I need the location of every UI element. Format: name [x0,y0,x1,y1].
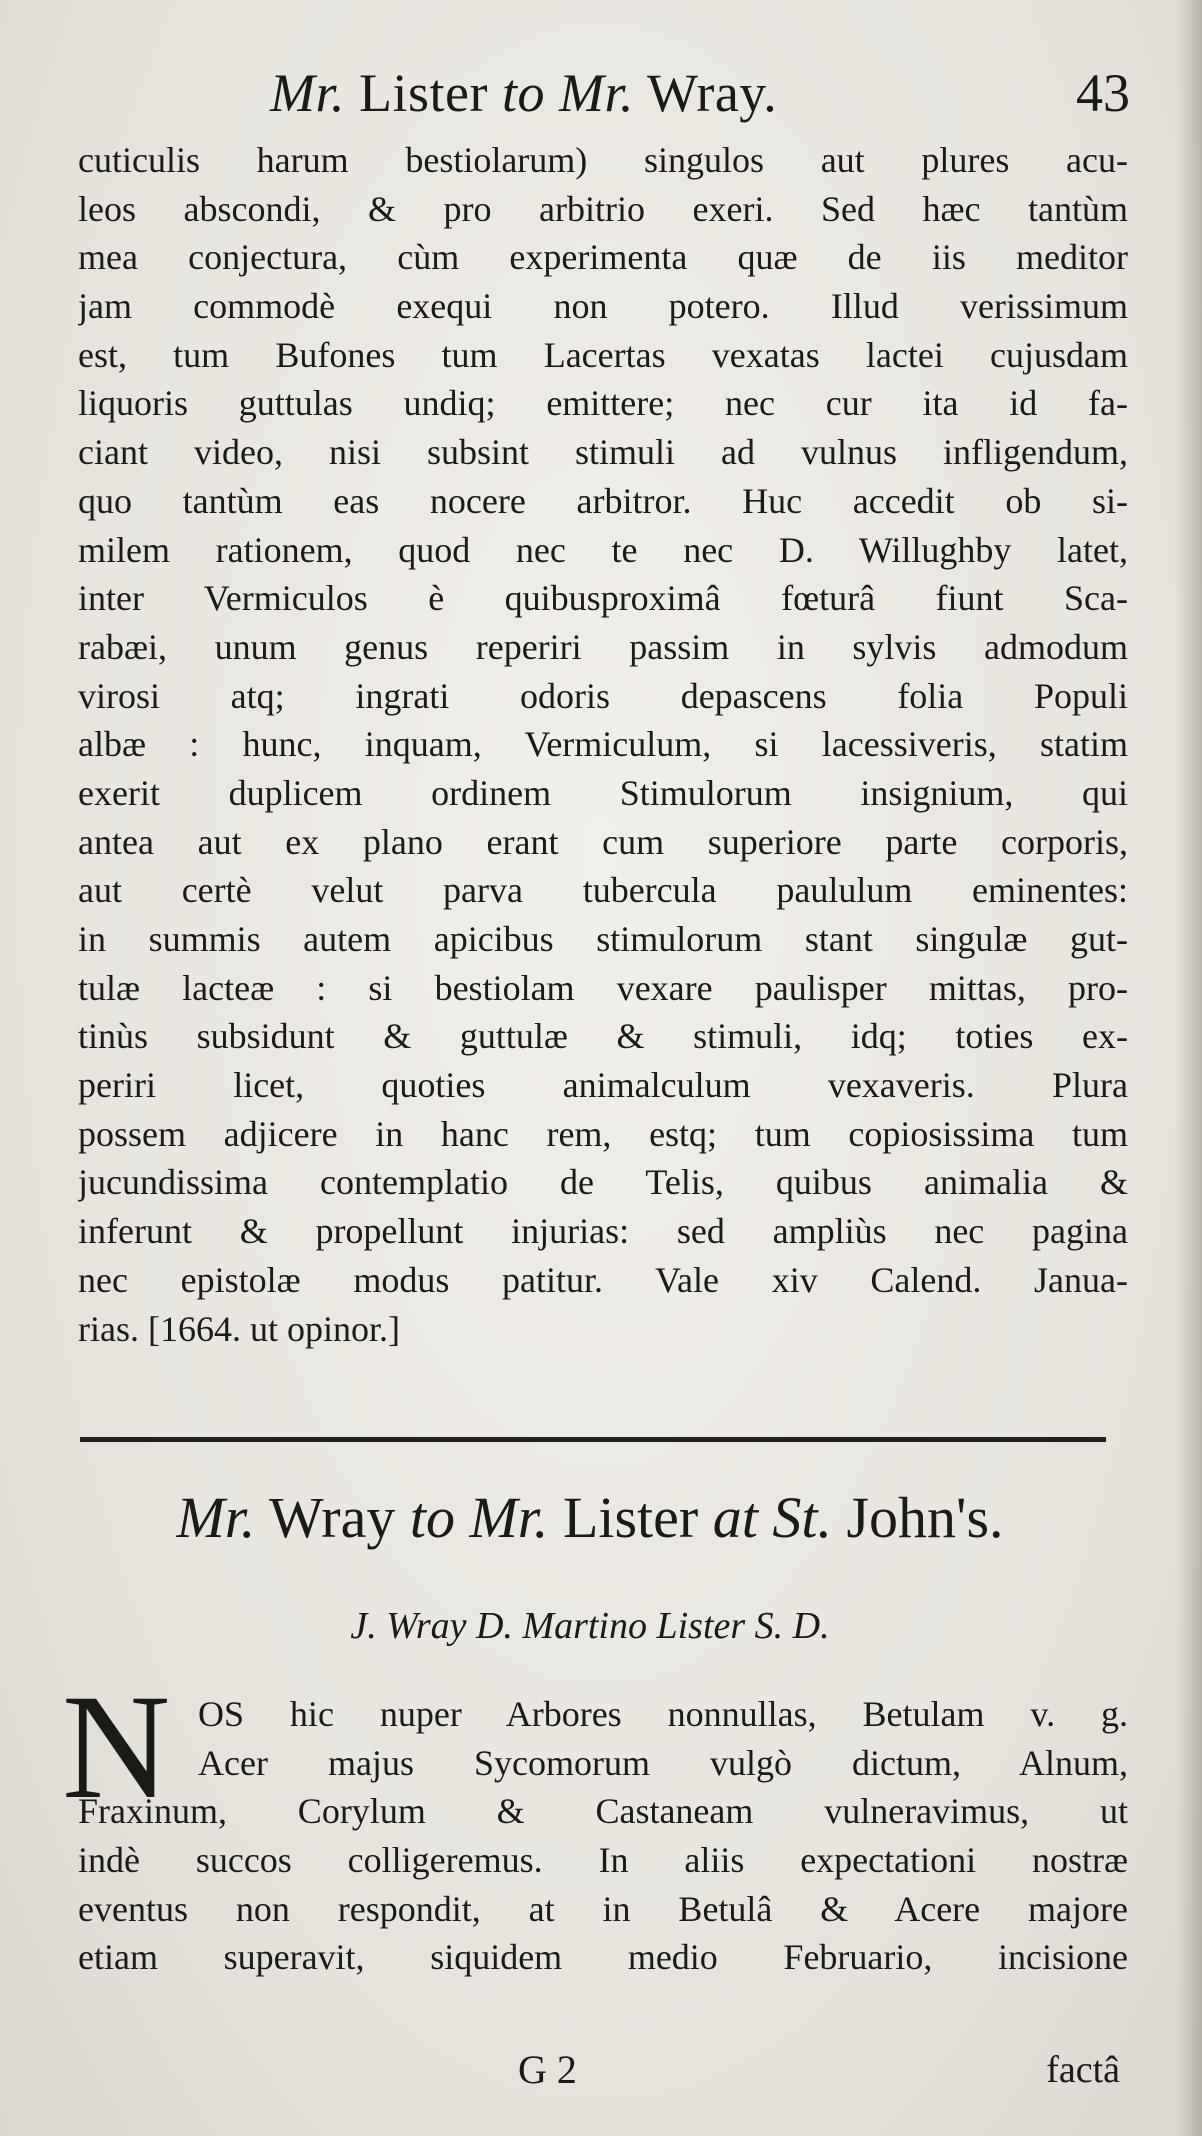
text-line: aut certè velut parva tubercula paululum eminentes: [78,870,1128,911]
section-rule [80,1437,1106,1442]
text-line: nec epistolæ modus patitur. Vale xiv Calend. Janua- [78,1259,1128,1300]
running-title-mr2: Mr. [545,63,635,123]
salutation: J. Wray D. Martino Lister S. D. [350,1605,830,1647]
text-line: quo tantùm eas nocere arbitror. Huc accedit ob si- [78,480,1128,521]
heading-at-st: at St. [712,1485,832,1550]
letter-heading [60,1478,1120,1558]
text-line: exerit duplicem ordinem Stimulorum insignium, qui [78,772,1128,813]
text-line: cuticulis harum bestiolarum) singulos aut plures acu- [78,140,1128,180]
heading-to: to [409,1485,455,1550]
text-line: est, tum Bufones tum Lacertas vexatas lactei cujusdam [78,334,1128,375]
text-line: albæ : hunc, inquam, Vermiculum, si lacessiveris, statim [78,724,1128,765]
running-head [70,58,1130,128]
text-line: rabæi, unum genus reperiri passim in sylvis admodum [78,626,1128,667]
heading-mr2: Mr. [454,1485,549,1550]
text-line: tinùs subsidunt & guttulæ & stimuli, idq; toties ex- [78,1016,1128,1057]
heading-mr: Mr. [176,1485,256,1550]
text-line: milem rationem, quod nec te nec D. Willughby latet, [78,529,1128,570]
text-line: ciant video, nisi subsint stimuli ad vulnus infligendum, [78,432,1128,473]
spine-shadow [1176,0,1202,2136]
text-line: mea conjectura, cùm experimenta quæ de iis meditor [78,237,1128,278]
text-line: inferunt & propellunt injurias: sed ampliùs nec pagina [78,1211,1128,1252]
text-line: tulæ lacteæ : si bestiolam vexare paulisper mittas, pro- [78,967,1128,1008]
heading-lister: Lister [548,1485,713,1550]
running-title-to: to [501,63,545,123]
text-line: Fraxinum, Corylum & Castaneam vulneravimus, ut [78,1791,1128,1832]
text-line: indè succos colligeremus. In aliis expectationi nostræ [78,1840,1128,1881]
new-letter-text [78,1690,1128,1982]
heading-wray: Wray [255,1485,410,1550]
text-line: virosi atq; ingrati odoris depascens folia Populi [78,675,1128,716]
text-line: inter Vermiculos è quibusproximâ fœturâ fiunt Sca- [78,578,1128,619]
heading-johns: John's. [831,1485,1004,1550]
drop-cap: N [62,1664,171,1830]
running-title-wray: Wray. [634,63,778,123]
running-title-lister: Lister [345,63,502,123]
text-line: periri licet, quoties animalculum vexaveris. Plura [78,1065,1128,1106]
page-number: 43 [1076,63,1130,123]
running-title-mr: Mr. [270,63,346,123]
signature-mark: G 2 [518,2047,577,2092]
catchword: factâ [1046,2049,1120,2091]
text-line: jam commodè exequi non potero. Illud verissimum [78,286,1128,327]
text-line: OS hic nuper Arbores nonnullas, Betulam v. g. [198,1694,1128,1734]
text-line: jucundissima contemplatio de Telis, quibus animalia & [78,1162,1128,1203]
text-line-last: rias. [1664. ut opinor.] [78,1308,400,1349]
text-line: eventus non respondit, at in Betulâ & Acere majore [78,1888,1128,1929]
page-footer [70,2040,1120,2100]
text-line: leos abscondi, & pro arbitrio exeri. Sed hæc tantùm [78,188,1128,229]
running-title [270,58,777,128]
text-line: in summis autem apicibus stimulorum stant singulæ gut- [78,919,1128,959]
text-line: etiam superavit, siquidem medio Februario, incisione [78,1937,1128,1978]
text-line: Acer majus Sycomorum vulgò dictum, Alnum, [198,1742,1128,1783]
text-line: possem adjicere in hanc rem, estq; tum copiosissima tum [78,1113,1128,1154]
text-line: liquoris guttulas undiq; emittere; nec cur ita id fa- [78,383,1128,424]
text-line: antea aut ex plano erant cum superiore parte corporis, [78,821,1128,862]
letter-continued-text [78,136,1128,1353]
